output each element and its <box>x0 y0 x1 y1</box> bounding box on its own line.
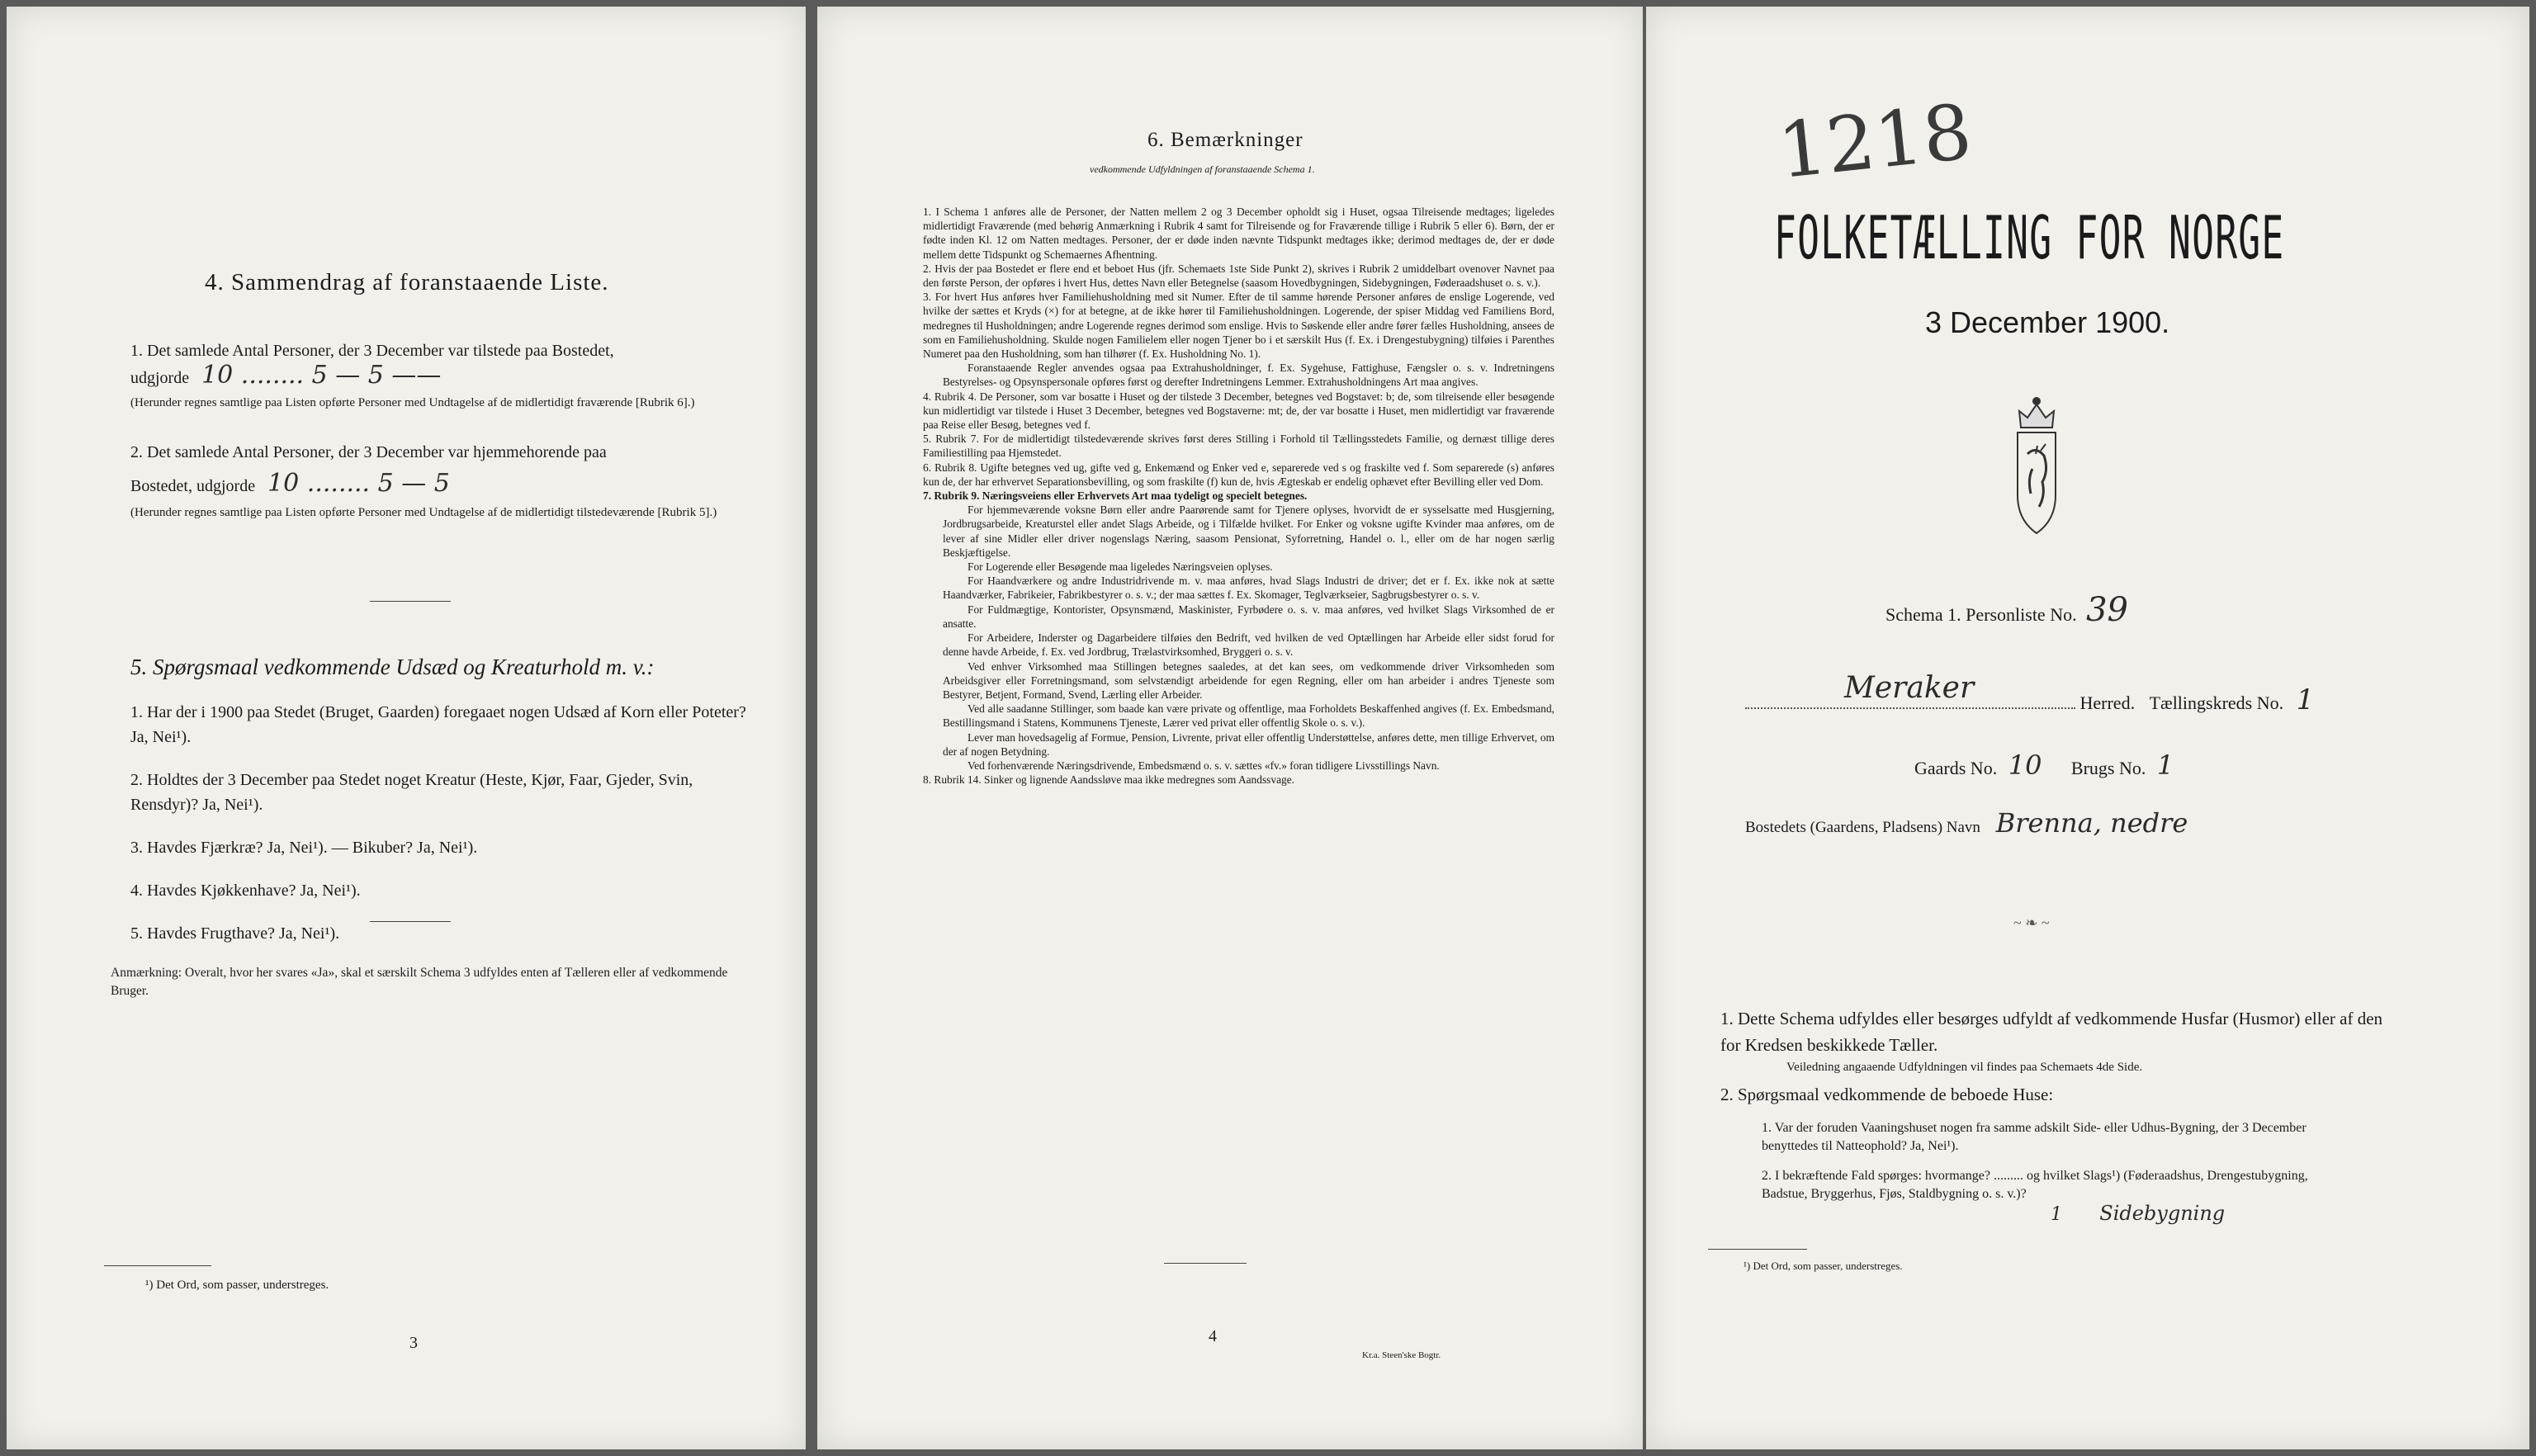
herred-handwriting: Meraker <box>1844 671 1975 705</box>
bosted-line <box>1745 807 2188 839</box>
ornament: ~ ❧ ~ <box>2013 915 2050 931</box>
remark-paragraph: Lever man hovedsagelig af Formue, Pension, Livrente, privat eller offentlig Understøttelse, anføres dette, men tillige Erhvervet, om der af nogen Betydning. <box>943 730 1554 758</box>
gaards-handwriting: 10 <box>2008 749 2042 781</box>
item2-handwriting: 10 ........ 5 — 5 <box>267 469 450 498</box>
remark-paragraph: 6. Rubrik 8. Ugifte betegnes ved ug, gifte ved g, Enkemænd og Enker ved e, separerede ved s og fraskilte ved f. Som separerede (s) anføres kun de, der har erhvervet Separationsbevilling, og som fraskilte (f) kun de, hvis Ægteskab er endelig ophævet efter Bevilling eller ved Dom. <box>923 461 1554 488</box>
bosted-label: Bostedets (Gaardens, Pladsens) Navn <box>1745 819 1980 836</box>
remark-paragraph: 3. For hvert Hus anføres hver Familiehusholdning med sit Numer. Efter de til samme hørende Personer anføres de enslige Logerende, ved hvilke der sættes et Kryds (×) for at betegne, at de ikke hører til Familiehusholdningen. Logerende, der spiser Middag ved Familiens Bord, medregnes til Husholdningen; andre Logerende regnes derimod som enslige. Hvis to Søskende eller andre fører fælles Husholdning, ansees de som en Familiehusholdning. Skulde nogen Familielem eller nogen Tjener bo i et særskilt Hus (f. Ex. i Drengestubygning) tilføies i Parenthes Numeret paa den Husholdning, som han tilhører (f. Ex. Husholdning No. 1). <box>923 291 1554 361</box>
question-3: 3. Havdes Fjærkræ? Ja, Nei¹). — Bikuber? Ja, Nei¹). <box>130 839 478 857</box>
divider <box>1164 1263 1247 1264</box>
item1-line: 1. Det samlede Antal Personer, der 3 December var tilstede paa Bostedet, <box>130 342 614 360</box>
remark-paragraph: For Fuldmægtige, Kontorister, Opsynsmænd, Maskinister, Fyrbødere o. s. v. maa anføres, ved hvilket Slags Virksomhed de er ansatte. <box>943 603 1554 630</box>
page-middle <box>817 7 1643 1449</box>
remark-paragraph: 4. Rubrik 4. De Personer, som var bosatte i Huset og der tilstede 3 December, betegnes ved Bogstavet: b; de, som tilreisende eller besøgende kun midlertidigt var tilstede i Huset 3 December, betegnes ved Bogstaverne: mt; de, der var bosatte i Huset, men midlertidigt var fraværende paa Reise eller Besøg, betegnes ved f. <box>923 390 1554 432</box>
remark: Anmærkning: Overalt, hvor her svares «Ja», skal et særskilt Schema 3 udfyldes enten af Tælleren eller af vedkommende Bruger. <box>111 966 728 998</box>
instructions <box>1720 1005 2397 1228</box>
remark-paragraph: Ved alle saadanne Stillinger, som baade kan være private og offentlige, maa Forholdets Beskaffenhed angives (f. Ex. Embedsmand, Bestillingsmand i Statens, Kommunens Tjeneste, Lærer ved privat eller offentlig Skole o. s. v.). <box>943 702 1554 730</box>
brugs-handwriting: 1 <box>2156 749 2174 781</box>
instruction-2-q1: 1. Var der foruden Vaaningshuset nogen fra samme adskilt Side- eller Udhus-Bygning, der 3 December benyttedes til Natteophold? Ja, Nei¹). <box>1762 1121 2307 1153</box>
page-left <box>7 7 806 1449</box>
divider <box>370 921 451 922</box>
remark-paragraph: For hjemmeværende voksne Børn eller andre Paarørende samt for Tjenere oplyses, hvorvidt de er sysselsatte med Husgjerning, Jordbrugsarbeide, Kreaturstel eller andet Slags Arbeide, og i Tilfælde hvilket. For Enker og voksne ugifte Kvinder maa anføres, om de lever af sine Midler eller driver nogenslags Næring, saasom Pensionat, Syforretning, Handel o. l., eller om de har nogen særlig Beskjæftigelse. <box>943 503 1554 559</box>
instruction-1-note: Veiledning angaaende Udfyldningen vil findes paa Schemaets 4de Side. <box>1786 1061 2143 1074</box>
remark-paragraph: 8. Rubrik 14. Sinker og lignende Aandssløve maa ikke medregnes som Aandssvage. <box>923 773 1294 787</box>
bosted-handwriting: Brenna, nedre <box>1995 807 2188 839</box>
remarks-subtitle: vedkommende Udfyldningen af foranstaaende Schema 1. <box>1090 163 1315 175</box>
remarks-title: 6. Bemærkninger <box>1147 129 1303 151</box>
footnote: ¹) Det Ord, som passer, understreges. <box>1744 1260 1903 1272</box>
gaards-label: Gaards No. <box>1914 758 1998 778</box>
page-right <box>1646 7 2529 1449</box>
remark-paragraph: Ved forhenværende Næringsdrivende, Embedsmænd o. s. v. sættes «fv.» foran tidligere Livsstillings Navn. <box>968 759 1440 772</box>
remark-paragraph: For Haandværkere og andre Industridrivende m. v. maa anføres, hvad Slags Industri de driver; det er f. Ex. ikke nok at sætte Haandværker, Fabrikeier, Fabrikbestyrer o. s. v.; der maa sættes f. Ex. Skomager, Teglværkseier, Sagbrugsbestyrer o. s. v. <box>943 574 1554 602</box>
brugs-label: Brugs No. <box>2070 758 2146 778</box>
questions-list <box>130 700 758 946</box>
divider <box>370 601 451 602</box>
section4-title: 4. Sammendrag af foranstaaende Liste. <box>205 269 609 295</box>
remark-paragraph: 2. Hvis der paa Bostedet er flere end et beboet Hus (jfr. Schemaets 1ste Side Punkt 2), skrives i Rubrik 2 umiddelbart ovenover Navnet paa den første Person, der opføres i hvert Hus, dettes Navn eller Betegnelse (saasom Hovedbygningen, Sidebygningen, Føderaadshuset o. s. v.). <box>923 262 1554 290</box>
question-2: 2. Holdtes der 3 December paa Stedet noget Kreatur (Heste, Kjør, Faar, Gjeder, Svin, Rensdyr)? Ja, Nei¹). <box>130 771 693 814</box>
section5-title: 5. Spørgsmaal vedkommende Udsæd og Kreaturhold m. v.: <box>130 655 655 679</box>
footnote: ¹) Det Ord, som passer, understreges. <box>145 1279 329 1292</box>
question-1: 1. Har der i 1900 paa Stedet (Bruget, Gaarden) foregaaet nogen Udsæd af Korn eller Poteter? Ja, Nei¹). <box>130 703 746 746</box>
page-number: 3 <box>409 1334 418 1352</box>
instruction-2: 2. Spørgsmaal vedkommende de beboede Huse: <box>1720 1085 2054 1104</box>
item2-note: (Herunder regnes samtlige paa Listen opførte Personer med Undtagelse af de midlertidigt tilstedeværende [Rubrik 5].) <box>130 506 717 519</box>
remark-paragraph: Foranstaaende Regler anvendes ogsaa paa Extrahusholdninger, f. Ex. Sygehuse, Fattighuse, Fængsler o. s. v. Indretningens Bestyrelses- og Opsynspersonale opføres først og derefter Indretningens Lemmer. Extrahusholdningens Art maa angives. <box>943 362 1554 389</box>
archive-number-handwriting: 1218 <box>1774 87 1976 196</box>
question-5: 5. Havdes Frugthave? Ja, Nei¹). <box>130 924 340 943</box>
summary-item-2 <box>130 440 750 522</box>
q2-kind-handwriting: Sidebygning <box>2099 1202 2226 1225</box>
printer-imprint: Kr.a. Steen'ske Bogtr. <box>1362 1350 1441 1360</box>
remark-paragraph: For Logerende eller Besøgende maa ligeledes Næringsveien oplyses. <box>968 560 1273 574</box>
item1-prefix: udgjorde <box>130 369 190 387</box>
remark-paragraph: Ved enhver Virksomhed maa Stillingen betegnes saaledes, at det kan sees, om vedkommende driver Virksomheden som Arbeidsgiver eller Forretningsmand, som selvstændigt arbeidende for egen Regning, eller om han arbeider i andres Tjeneste som Bestyrer, Betjent, Formand, Svend, Lærling eller Arbeider. <box>943 659 1554 701</box>
coat-of-arms-icon <box>2003 396 2070 542</box>
remark-paragraph: 7. Rubrik 9. Næringsveiens eller Erhvervets Art maa tydeligt og specielt betegnes. <box>923 489 1308 503</box>
summary-item-1 <box>130 338 750 412</box>
remark-paragraph: 5. Rubrik 7. For de midlertidigt tilstedeværende skrives først deres Stilling i Forhold til Tællingsstedets Familie, og dernæst tillige deres Familiestilling paa Hjemstedet. <box>923 433 1554 460</box>
form-title: FOLKETÆLLING FOR NORGE <box>1774 203 2285 272</box>
item2-prefix: Bostedet, udgjorde <box>130 477 256 495</box>
schema-line <box>1885 591 2128 629</box>
schema-label: Schema 1. Personliste No. <box>1885 604 2077 625</box>
instruction-1: 1. Dette Schema udfyldes eller besørges udfyldt af vedkommende Husfar (Husmor) eller af den for Kredsen beskikkede Tæller. <box>1720 1009 2383 1055</box>
remarks-body <box>923 205 1554 787</box>
gaards-line <box>1914 749 2174 781</box>
question-4: 4. Havdes Kjøkkenhave? Ja, Nei¹). <box>130 882 361 900</box>
item1-handwriting: 10 ........ 5 — 5 —— <box>201 361 442 390</box>
page-number: 4 <box>1209 1327 1217 1345</box>
census-date: 3 December 1900. <box>1925 305 2170 339</box>
instruction-2-q2: 2. I bekræftende Fald spørges: hvormange? ......... og hvilket Slags¹) (Føderaadshus, Drengestubygning, Badstue, Bryggerhus, Fjøs, Staldbygning o. s. v.)? <box>1762 1169 2308 1201</box>
q2-count-handwriting: 1 <box>2051 1204 2062 1225</box>
herred-line <box>1745 671 2373 716</box>
footnote-rule <box>1708 1249 1807 1250</box>
kreds-handwriting: 1 <box>2296 683 2315 716</box>
item1-note: (Herunder regnes samtlige paa Listen opførte Personer med Undtagelse af de midlertidigt fraværende [Rubrik 6].) <box>130 396 695 409</box>
kreds-label: Tællingskreds No. <box>2149 693 2284 713</box>
herred-label: Herred. <box>2079 693 2136 713</box>
personliste-number: 39 <box>2086 591 2128 629</box>
remark-paragraph: For Arbeidere, Inderster og Dagarbeidere tilføies den Bedrift, ved hvilken de ved Optællingen har Arbeide eller sidst forud for denne havde Arbeide, f. Ex. ved Jordbrug, Trælastvirksomhed, Bryggeri o. s. v. <box>943 631 1554 659</box>
footnote-rule <box>104 1265 211 1266</box>
remark-paragraph: 1. I Schema 1 anføres alle de Personer, der Natten mellem 2 og 3 December opholdt sig i Huset, ogsaa Tilreisende medtages; ligeledes midlertidigt Fraværende (med behørig Anmærkning i Rubrik 4 samt for Tilreisende og for Fraværende tillige i Rubrik 5 eller 6). Børn, der er fødte inden Kl. 12 om Natten medtages. Personer, der er døde inden nævnte Tidspunkt medtages ikke; derimod medtages de, der er døde mellem dette Tidspunkt og Schemaernes Afhentning. <box>923 206 1554 261</box>
item2-line: 2. Det samlede Antal Personer, der 3 December var hjemmehorende paa <box>130 443 607 461</box>
